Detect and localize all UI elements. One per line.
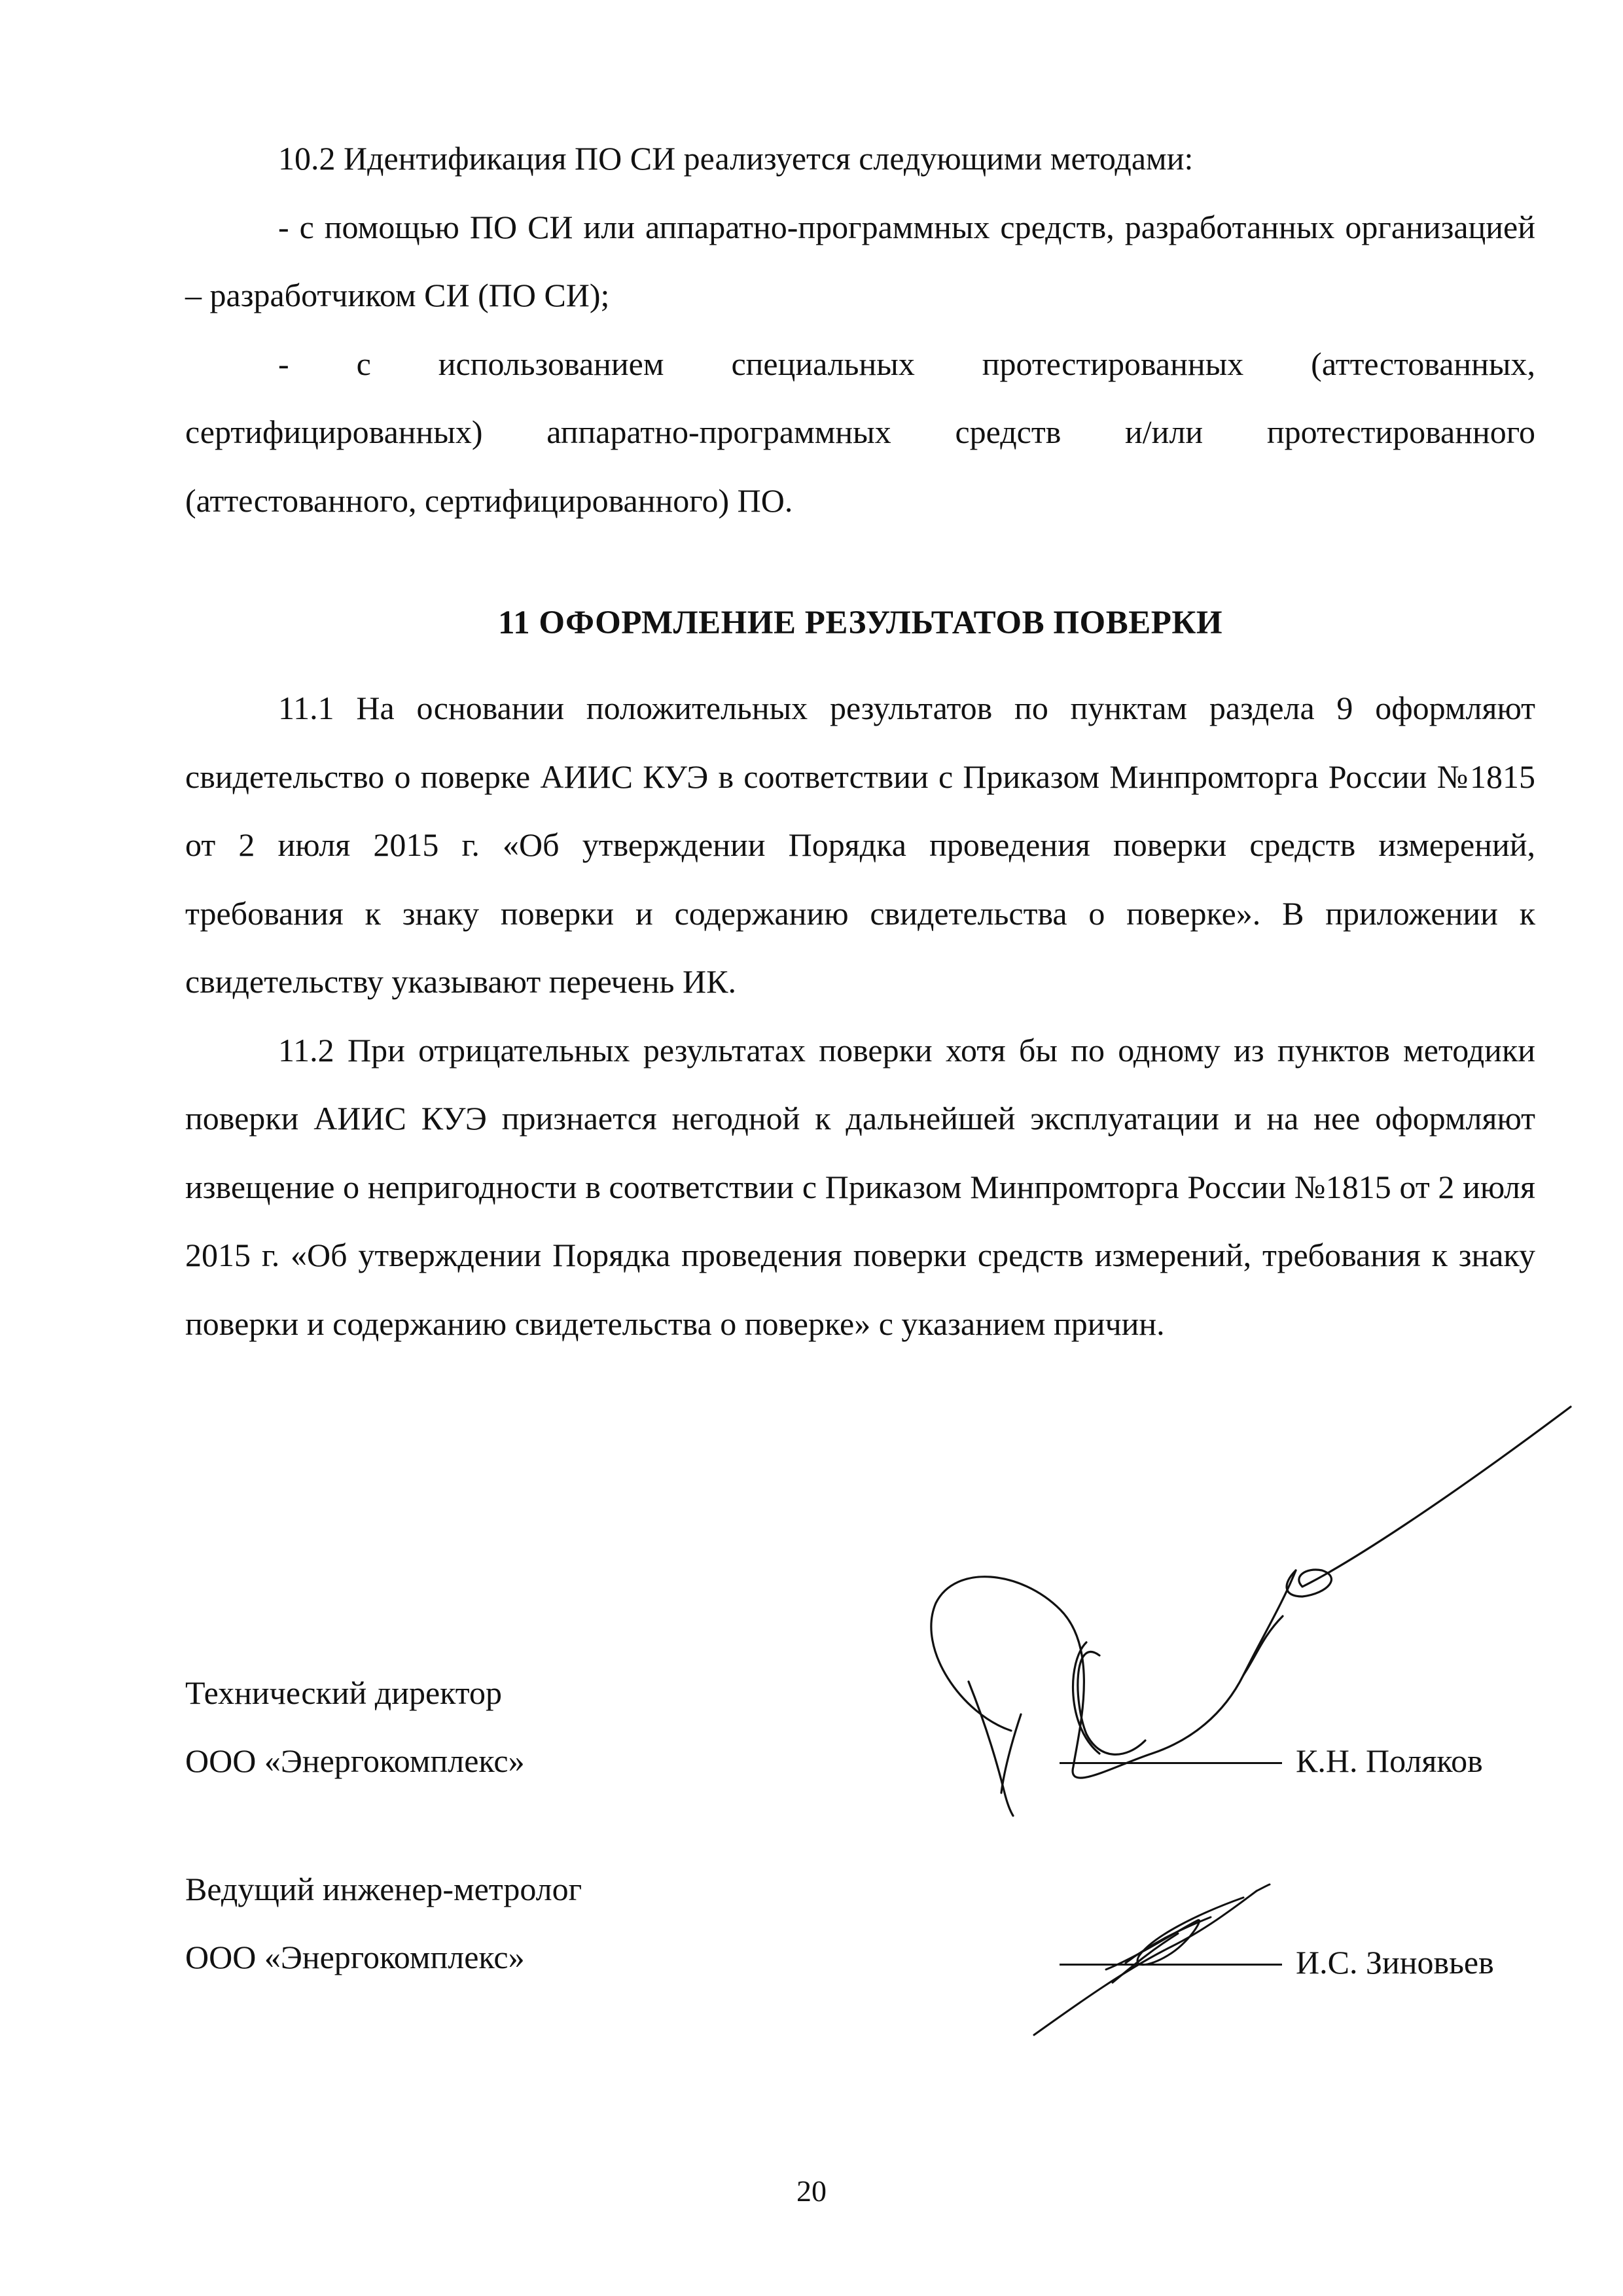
section-10-text [185,124,1535,535]
signatory-name: К.Н. Поляков [1296,1742,1483,1779]
signatory-organization: ООО «Энергокомплекс» [185,1742,525,1779]
paragraph-10-2: 10.2 Идентификация ПО СИ реализуется следующими методами: [278,140,1194,177]
signatory-position: Технический директор [185,1674,502,1711]
paragraph-11-1: 11.1 На основании положительных результатов по пунктам раздела 9 оформляют свидетельство о поверке АИИС КУЭ в соответствии с Приказом Минпромторга России №1815 от 2 июля 2015 г. «Об утверждении Порядка проведения поверки средств измерений, требования к знаку поверки и содержанию свидетельства о поверке». В приложении к свидетельству указывают перечень ИК. [185,690,1535,1000]
paragraph-10-2-item-2: - с использованием специальных протестированных (аттестованных, сертифицированных) аппаратно-программных средств и/или протестированного (аттестованного, сертифицированного) ПО. [185,345,1535,519]
signatory-position: Ведущий инженер-метролог [185,1871,582,1907]
section-11-text [185,674,1535,1358]
paragraph-10-2-item-1: - с помощью ПО СИ или аппаратно-программных средств, разработанных организацией – разработчиком СИ (ПО СИ); [185,208,1535,313]
signature-block-technical-director [185,1659,1535,1796]
section-11-heading: 11 ОФОРМЛЕНИЕ РЕЗУЛЬТАТОВ ПОВЕРКИ [497,605,1223,641]
page-number: 20 [796,2174,827,2208]
signatory-title [185,1855,582,1991]
signature-block-metrologist [185,1855,1535,1992]
signatory-name: И.С. Зиновьев [1296,1944,1494,1981]
signature-line [1060,1762,1282,1764]
signatory-title [185,1659,525,1795]
signature-line [1060,1964,1282,1966]
paragraph-11-2: 11.2 При отрицательных результатах поверки хотя бы по одному из пунктов методики поверки АИИС КУЭ признается негодной к дальнейшей эксплуатации и на нее оформляют извещение о непригодности в соответствии с Приказом Минпромторга России №1815 от 2 июля 2015 г. «Об утверждении Порядка проведения поверки средств измерений, требования к знаку поверки и содержанию свидетельства о поверке» с указанием причин. [185,1031,1535,1342]
signatory-organization: ООО «Энергокомплекс» [185,1939,525,1975]
